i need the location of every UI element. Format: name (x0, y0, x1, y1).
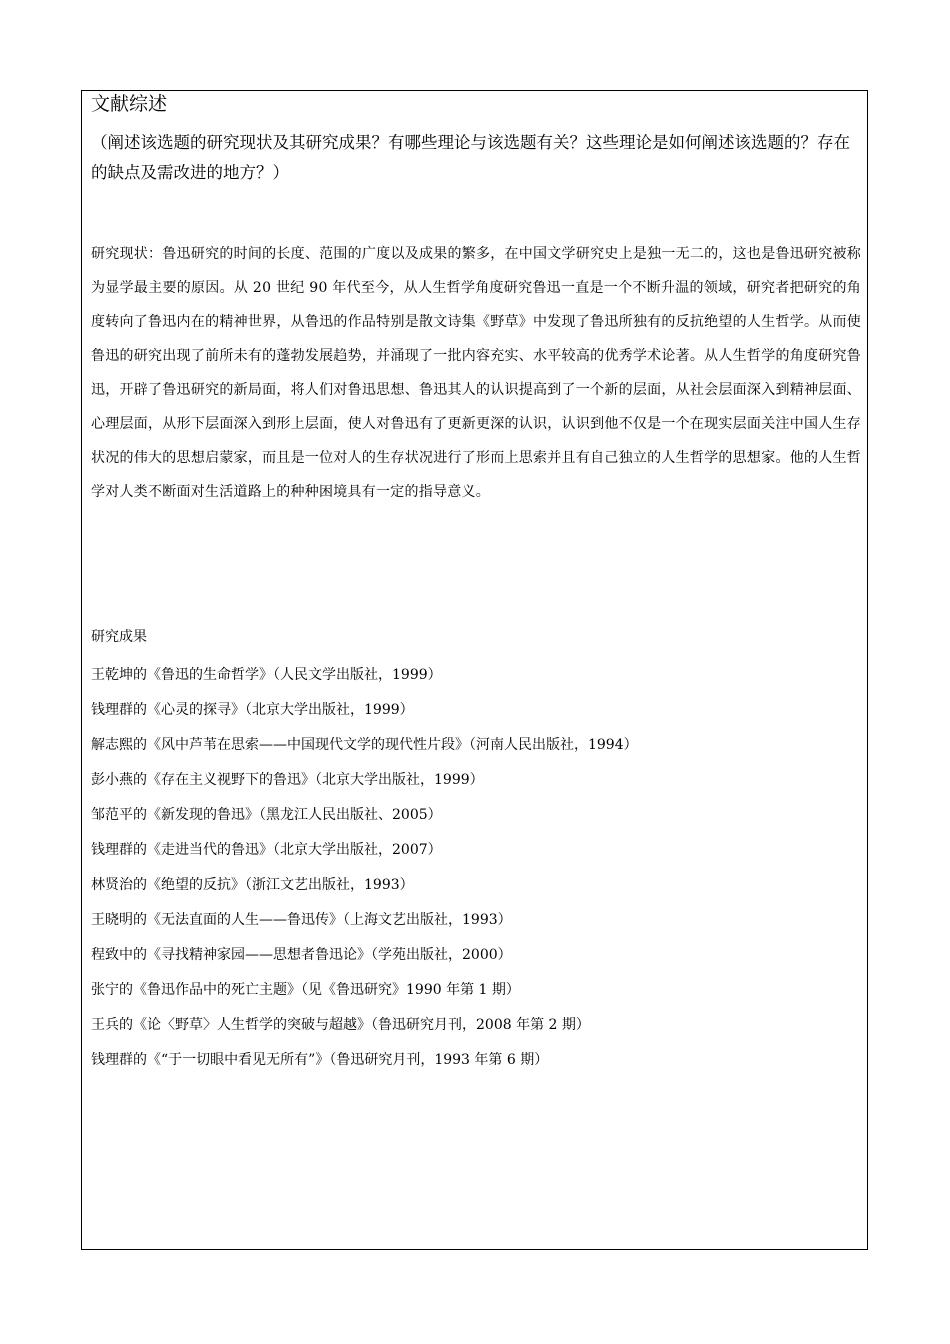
list-item: 王晓明的《无法直面的人生——鲁迅传》（上海文艺出版社，1993） (91, 912, 512, 928)
research-status-label: 研究现状： (91, 246, 163, 262)
research-results-list (91, 663, 638, 1083)
list-item: 彭小燕的《存在主义视野下的鲁迅》（北京大学出版社，1999） (91, 772, 484, 788)
list-item: 张宁的《鲁迅作品中的死亡主题》（见《鲁迅研究》1990 年第 1 期） (91, 982, 520, 998)
literature-review-box (81, 90, 868, 1250)
list-item: 钱理群的《走进当代的鲁迅》（北京大学出版社，2007） (91, 842, 442, 858)
section-title: 文献综述 (91, 93, 168, 115)
section-prompt: （阐述该选题的研究现状及其研究成果？有哪些理论与该选题有关？这些理论是如何阐述该选题的？存在的缺点及需改进的地方？） (91, 133, 850, 182)
research-results-title: 研究成果 (91, 629, 147, 645)
list-item: 解志熙的《风中芦苇在思索——中国现代文学的现代性片段》（河南人民出版社，1994） (91, 737, 638, 753)
list-item: 林贤治的《绝望的反抗》（浙江文艺出版社，1993） (91, 877, 414, 893)
list-item: 王乾坤的《鲁迅的生命哲学》（人民文学出版社，1999） (91, 667, 442, 683)
list-item: 王兵的《论〈野草〉人生哲学的突破与超越》（鲁迅研究月刊，2008 年第 2 期） (91, 1017, 590, 1033)
list-item: 程致中的《寻找精神家园——思想者鲁迅论》（学苑出版社，2000） (91, 947, 512, 963)
list-item: 钱理群的《“于一切眼中看见无所有”》（鲁迅研究月刊，1993 年第 6 期） (91, 1052, 549, 1068)
research-status-text: 鲁迅研究的时间的长度、范围的广度以及成果的繁多，在中国文学研究史上是独一无二的，这也是鲁迅研究被称为显学最主要的原因。从 20 世纪 90 年代至今，从人生哲学角度研究鲁迅一直是一个不断升温的领域，研究者把研究的角度转向了鲁迅内在的精神世界，从鲁迅的作品特别是散文诗集《野草》中发现了鲁迅所独有的反抗绝望的人生哲学。从而使鲁迅的研究出现了前所未有的蓬勃发展趋势，并涌现了一批内容充实、水平较高的优秀学术论著。从人生哲学的角度研究鲁迅，开辟了鲁迅研究的新局面，将人们对鲁迅思想、鲁迅其人的认识提高到了一个新的层面，从社会层面深入到精神层面、心理层面，从形下层面深入到形上层面，使人对鲁迅有了更新更深的认识，认识到他不仅是一个在现实层面关注中国人生存状况的伟大的思想启蒙家，而且是一位对人的生存状况进行了形而上思索并且有自己独立的人生哲学的思想家。他的人生哲学对人类不断面对生活道路上的种种困境具有一定的指导意义。 (91, 246, 861, 500)
list-item: 邹范平的《新发现的鲁迅》（黑龙江人民出版社、2005） (91, 807, 442, 823)
list-item: 钱理群的《心灵的探寻》（北京大学出版社，1999） (91, 702, 414, 718)
research-status-paragraph (91, 237, 861, 509)
